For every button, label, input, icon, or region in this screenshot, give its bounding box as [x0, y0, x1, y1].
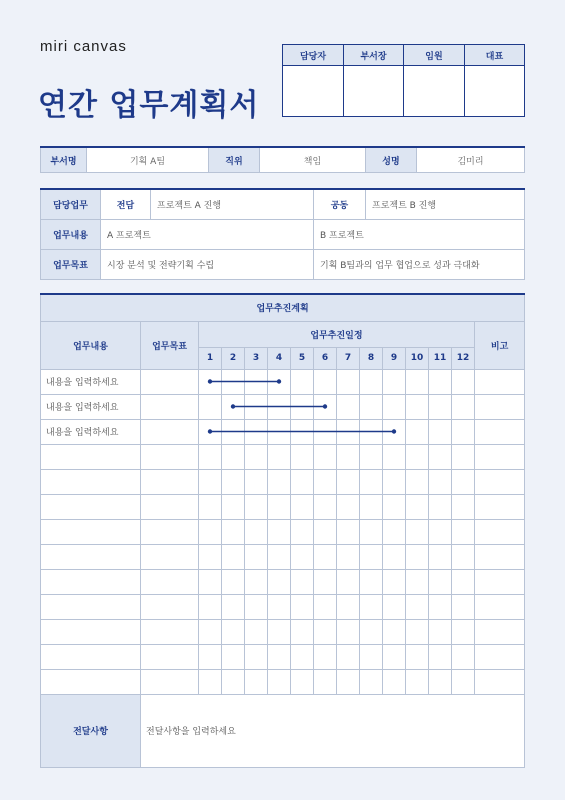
month-header: 12: [452, 347, 475, 369]
schedule-cell[interactable]: [383, 394, 406, 419]
schedule-cell[interactable]: [452, 544, 475, 569]
schedule-cell[interactable]: [337, 494, 360, 519]
plan-row: [41, 594, 525, 619]
schedule-cell[interactable]: [337, 544, 360, 569]
plan-row-note[interactable]: [475, 369, 525, 394]
plan-row-content[interactable]: [41, 444, 141, 469]
plan-row-note[interactable]: [475, 394, 525, 419]
content-a[interactable]: A 프로젝트: [101, 220, 314, 250]
approval-sign-manager[interactable]: [283, 66, 344, 117]
plan-row-goal[interactable]: [141, 494, 199, 519]
dept-label: 부서명: [41, 147, 87, 173]
plan-row-note[interactable]: [475, 519, 525, 544]
plan-row: [41, 494, 525, 519]
schedule-cell[interactable]: [383, 469, 406, 494]
plan-row-goal[interactable]: [141, 444, 199, 469]
schedule-cell[interactable]: [199, 544, 222, 569]
schedule-cell[interactable]: [268, 394, 291, 419]
plan-row: [41, 644, 525, 669]
approval-header-executive: 임원: [404, 45, 465, 66]
schedule-cell[interactable]: [429, 644, 452, 669]
schedule-cell[interactable]: [268, 419, 291, 444]
plan-row-goal[interactable]: [141, 619, 199, 644]
plan-row: [41, 519, 525, 544]
schedule-cell[interactable]: [429, 544, 452, 569]
month-header: 2: [222, 347, 245, 369]
plan-row: [41, 544, 525, 569]
schedule-cell[interactable]: [245, 469, 268, 494]
plan-row-note[interactable]: [475, 569, 525, 594]
plan-row-content[interactable]: [41, 544, 141, 569]
schedule-cell[interactable]: [429, 594, 452, 619]
schedule-cell[interactable]: [452, 394, 475, 419]
schedule-cell[interactable]: [314, 544, 337, 569]
schedule-cell[interactable]: [222, 369, 245, 394]
schedule-cell[interactable]: [314, 594, 337, 619]
schedule-cell[interactable]: [406, 669, 429, 694]
schedule-cell[interactable]: [452, 419, 475, 444]
schedule-cell[interactable]: [406, 619, 429, 644]
schedule-cell[interactable]: [222, 594, 245, 619]
schedule-cell[interactable]: [360, 469, 383, 494]
schedule-cell[interactable]: [245, 494, 268, 519]
schedule-cell[interactable]: [383, 544, 406, 569]
schedule-cell[interactable]: [199, 369, 222, 394]
plan-row-content[interactable]: [41, 594, 141, 619]
approval-header-manager: 담당자: [283, 45, 344, 66]
plan-row-goal[interactable]: [141, 369, 199, 394]
schedule-cell[interactable]: [245, 569, 268, 594]
schedule-cell[interactable]: [245, 419, 268, 444]
schedule-cell[interactable]: [429, 419, 452, 444]
schedule-cell[interactable]: [222, 669, 245, 694]
plan-row-content[interactable]: [41, 644, 141, 669]
plan-row-goal[interactable]: [141, 569, 199, 594]
schedule-cell[interactable]: [429, 394, 452, 419]
schedule-cell[interactable]: [291, 444, 314, 469]
month-header: 6: [314, 347, 337, 369]
plan-row-note[interactable]: [475, 619, 525, 644]
schedule-cell[interactable]: [360, 519, 383, 544]
plan-row: [41, 394, 525, 419]
schedule-cell[interactable]: [291, 569, 314, 594]
schedule-cell[interactable]: [452, 494, 475, 519]
schedule-cell[interactable]: [268, 444, 291, 469]
goal-label: 업무목표: [41, 250, 101, 280]
plan-row-note[interactable]: [475, 544, 525, 569]
schedule-cell[interactable]: [429, 519, 452, 544]
duty-label: 담당업무: [41, 189, 101, 220]
schedule-cell[interactable]: [314, 569, 337, 594]
schedule-cell[interactable]: [314, 669, 337, 694]
position-label: 직위: [209, 147, 260, 173]
schedule-cell[interactable]: [291, 619, 314, 644]
schedule-cell[interactable]: [452, 619, 475, 644]
schedule-cell[interactable]: [406, 369, 429, 394]
plan-table: [40, 293, 525, 768]
plan-section-title: 업무추진계획: [41, 294, 525, 321]
schedule-cell[interactable]: [383, 369, 406, 394]
plan-row: [41, 444, 525, 469]
schedule-cell[interactable]: [222, 444, 245, 469]
schedule-cell[interactable]: [268, 619, 291, 644]
schedule-cell[interactable]: [383, 519, 406, 544]
schedule-cell[interactable]: [291, 469, 314, 494]
plan-row-note[interactable]: [475, 419, 525, 444]
month-header: 7: [337, 347, 360, 369]
schedule-cell[interactable]: [452, 594, 475, 619]
schedule-cell[interactable]: [337, 669, 360, 694]
schedule-cell[interactable]: [245, 369, 268, 394]
plan-row-content[interactable]: [41, 619, 141, 644]
month-header: 8: [360, 347, 383, 369]
schedule-cell[interactable]: [360, 594, 383, 619]
schedule-cell[interactable]: [452, 369, 475, 394]
schedule-cell[interactable]: [222, 619, 245, 644]
plan-row-content[interactable]: [41, 669, 141, 694]
schedule-cell[interactable]: [360, 644, 383, 669]
schedule-cell[interactable]: [314, 644, 337, 669]
schedule-cell[interactable]: [291, 494, 314, 519]
schedule-cell[interactable]: [268, 494, 291, 519]
approval-table: [282, 44, 525, 117]
month-header: 11: [429, 347, 452, 369]
plan-row: [41, 569, 525, 594]
plan-row-goal[interactable]: [141, 594, 199, 619]
schedule-cell[interactable]: [406, 569, 429, 594]
schedule-cell[interactable]: [222, 494, 245, 519]
schedule-cell[interactable]: [199, 519, 222, 544]
schedule-cell[interactable]: [222, 419, 245, 444]
schedule-cell[interactable]: [199, 569, 222, 594]
schedule-cell[interactable]: [337, 594, 360, 619]
schedule-cell[interactable]: [360, 369, 383, 394]
schedule-cell[interactable]: [406, 594, 429, 619]
schedule-cell[interactable]: [452, 644, 475, 669]
plan-row-content[interactable]: 내용을 입력하세요: [41, 369, 141, 394]
schedule-cell[interactable]: [291, 669, 314, 694]
schedule-cell[interactable]: [199, 619, 222, 644]
month-header: 3: [245, 347, 268, 369]
plan-row: [41, 469, 525, 494]
schedule-cell[interactable]: [245, 644, 268, 669]
approval-sign-ceo[interactable]: [465, 66, 525, 117]
dept-value[interactable]: 기획 A팀: [87, 147, 209, 173]
schedule-cell[interactable]: [360, 394, 383, 419]
schedule-cell[interactable]: [383, 594, 406, 619]
approval-header-ceo: 대표: [465, 45, 525, 66]
schedule-cell[interactable]: [245, 394, 268, 419]
schedule-cell[interactable]: [268, 544, 291, 569]
schedule-cell[interactable]: [429, 494, 452, 519]
schedule-cell[interactable]: [291, 544, 314, 569]
schedule-cell[interactable]: [268, 519, 291, 544]
schedule-cell[interactable]: [268, 644, 291, 669]
schedule-cell[interactable]: [222, 519, 245, 544]
plan-row-content[interactable]: 내용을 입력하세요: [41, 419, 141, 444]
schedule-cell[interactable]: [406, 419, 429, 444]
schedule-cell[interactable]: [291, 369, 314, 394]
schedule-cell[interactable]: [314, 369, 337, 394]
plan-row-note[interactable]: [475, 444, 525, 469]
duty-table: [40, 188, 525, 280]
schedule-cell[interactable]: [383, 619, 406, 644]
col-note-header: 비고: [475, 321, 525, 369]
col-schedule-header: 업무추진일정: [199, 321, 475, 347]
schedule-cell[interactable]: [199, 419, 222, 444]
shared-value[interactable]: 프로젝트 B 진행: [366, 189, 525, 220]
month-header: 5: [291, 347, 314, 369]
schedule-cell[interactable]: [383, 669, 406, 694]
schedule-cell[interactable]: [406, 494, 429, 519]
month-header: 1: [199, 347, 222, 369]
schedule-cell[interactable]: [337, 394, 360, 419]
schedule-cell[interactable]: [291, 644, 314, 669]
content-label: 업무내용: [41, 220, 101, 250]
schedule-cell[interactable]: [383, 444, 406, 469]
schedule-cell[interactable]: [429, 619, 452, 644]
schedule-cell[interactable]: [452, 469, 475, 494]
schedule-cell[interactable]: [337, 519, 360, 544]
schedule-cell[interactable]: [360, 569, 383, 594]
schedule-cell[interactable]: [383, 419, 406, 444]
schedule-cell[interactable]: [360, 419, 383, 444]
schedule-cell[interactable]: [429, 469, 452, 494]
schedule-cell[interactable]: [429, 669, 452, 694]
plan-row-goal[interactable]: [141, 419, 199, 444]
shared-label: 공동: [314, 189, 366, 220]
schedule-cell[interactable]: [337, 619, 360, 644]
plan-row-note[interactable]: [475, 594, 525, 619]
schedule-cell[interactable]: [429, 444, 452, 469]
schedule-cell[interactable]: [383, 569, 406, 594]
schedule-cell[interactable]: [268, 669, 291, 694]
schedule-cell[interactable]: [337, 419, 360, 444]
schedule-cell[interactable]: [314, 494, 337, 519]
schedule-cell[interactable]: [337, 644, 360, 669]
schedule-cell[interactable]: [314, 394, 337, 419]
schedule-cell[interactable]: [268, 369, 291, 394]
plan-row: [41, 669, 525, 694]
plan-row: [41, 419, 525, 444]
schedule-cell[interactable]: [360, 669, 383, 694]
schedule-cell[interactable]: [314, 519, 337, 544]
schedule-cell[interactable]: [406, 519, 429, 544]
schedule-cell[interactable]: [222, 644, 245, 669]
schedule-cell[interactable]: [452, 569, 475, 594]
schedule-cell[interactable]: [429, 569, 452, 594]
schedule-cell[interactable]: [222, 394, 245, 419]
name-value[interactable]: 김미리: [417, 147, 525, 173]
schedule-cell[interactable]: [452, 444, 475, 469]
plan-row-content[interactable]: 내용을 입력하세요: [41, 394, 141, 419]
plan-row-goal[interactable]: [141, 469, 199, 494]
goal-a[interactable]: 시장 분석 및 전략기획 수립: [101, 250, 314, 280]
schedule-cell[interactable]: [268, 569, 291, 594]
schedule-cell[interactable]: [199, 644, 222, 669]
plan-row-goal[interactable]: [141, 644, 199, 669]
schedule-cell[interactable]: [406, 394, 429, 419]
schedule-cell[interactable]: [291, 394, 314, 419]
schedule-cell[interactable]: [337, 369, 360, 394]
schedule-cell[interactable]: [199, 594, 222, 619]
approval-header-dept-head: 부서장: [344, 45, 404, 66]
schedule-cell[interactable]: [291, 419, 314, 444]
brand-logo: miri canvas: [40, 38, 127, 55]
content-b[interactable]: B 프로젝트: [314, 220, 525, 250]
plan-row-content[interactable]: [41, 494, 141, 519]
schedule-cell[interactable]: [314, 619, 337, 644]
schedule-cell[interactable]: [337, 469, 360, 494]
schedule-cell[interactable]: [291, 519, 314, 544]
page-title: 연간 업무계획서: [38, 88, 260, 123]
position-value[interactable]: 책임: [260, 147, 366, 173]
schedule-cell[interactable]: [291, 594, 314, 619]
plan-row-content[interactable]: [41, 569, 141, 594]
plan-row-goal[interactable]: [141, 519, 199, 544]
schedule-cell[interactable]: [337, 444, 360, 469]
schedule-cell[interactable]: [199, 469, 222, 494]
schedule-cell[interactable]: [268, 594, 291, 619]
schedule-cell[interactable]: [314, 419, 337, 444]
schedule-cell[interactable]: [360, 444, 383, 469]
memo-label: 전달사항: [41, 694, 141, 767]
plan-row-note[interactable]: [475, 644, 525, 669]
plan-row-note[interactable]: [475, 669, 525, 694]
schedule-cell[interactable]: [199, 669, 222, 694]
schedule-cell[interactable]: [199, 444, 222, 469]
schedule-cell[interactable]: [314, 444, 337, 469]
schedule-cell[interactable]: [268, 469, 291, 494]
schedule-cell[interactable]: [360, 494, 383, 519]
lead-value[interactable]: 프로젝트 A 진행: [151, 189, 314, 220]
schedule-cell[interactable]: [245, 619, 268, 644]
schedule-cell[interactable]: [245, 444, 268, 469]
schedule-cell[interactable]: [360, 619, 383, 644]
schedule-cell[interactable]: [199, 494, 222, 519]
schedule-cell[interactable]: [406, 444, 429, 469]
col-goal-header: 업무목표: [141, 321, 199, 369]
schedule-cell[interactable]: [245, 544, 268, 569]
schedule-cell[interactable]: [406, 469, 429, 494]
goal-b[interactable]: 기획 B팀과의 업무 협업으로 성과 극대화: [314, 250, 525, 280]
schedule-cell[interactable]: [337, 569, 360, 594]
schedule-cell[interactable]: [406, 644, 429, 669]
col-content-header: 업무내용: [41, 321, 141, 369]
schedule-cell[interactable]: [245, 669, 268, 694]
month-header: 10: [406, 347, 429, 369]
schedule-cell[interactable]: [245, 594, 268, 619]
memo-value[interactable]: 전달사항을 입력하세요: [141, 694, 525, 767]
month-header: 4: [268, 347, 291, 369]
schedule-cell[interactable]: [383, 644, 406, 669]
plan-row-content[interactable]: [41, 519, 141, 544]
schedule-cell[interactable]: [314, 469, 337, 494]
schedule-cell[interactable]: [222, 469, 245, 494]
approval-sign-executive[interactable]: [404, 66, 465, 117]
schedule-cell[interactable]: [245, 519, 268, 544]
lead-label: 전담: [101, 189, 151, 220]
plan-row-content[interactable]: [41, 469, 141, 494]
schedule-cell[interactable]: [360, 544, 383, 569]
plan-row: [41, 619, 525, 644]
schedule-cell[interactable]: [406, 544, 429, 569]
schedule-cell[interactable]: [452, 669, 475, 694]
plan-row-goal[interactable]: [141, 544, 199, 569]
schedule-cell[interactable]: [429, 369, 452, 394]
plan-row-note[interactable]: [475, 494, 525, 519]
schedule-cell[interactable]: [383, 494, 406, 519]
plan-row-goal[interactable]: [141, 394, 199, 419]
dept-table: [40, 146, 525, 173]
schedule-cell[interactable]: [222, 569, 245, 594]
month-header: 9: [383, 347, 406, 369]
schedule-cell[interactable]: [452, 519, 475, 544]
schedule-cell[interactable]: [199, 394, 222, 419]
schedule-cell[interactable]: [222, 544, 245, 569]
plan-row-note[interactable]: [475, 469, 525, 494]
approval-sign-dept-head[interactable]: [344, 66, 404, 117]
plan-row-goal[interactable]: [141, 669, 199, 694]
name-label: 성명: [366, 147, 417, 173]
plan-row: [41, 369, 525, 394]
